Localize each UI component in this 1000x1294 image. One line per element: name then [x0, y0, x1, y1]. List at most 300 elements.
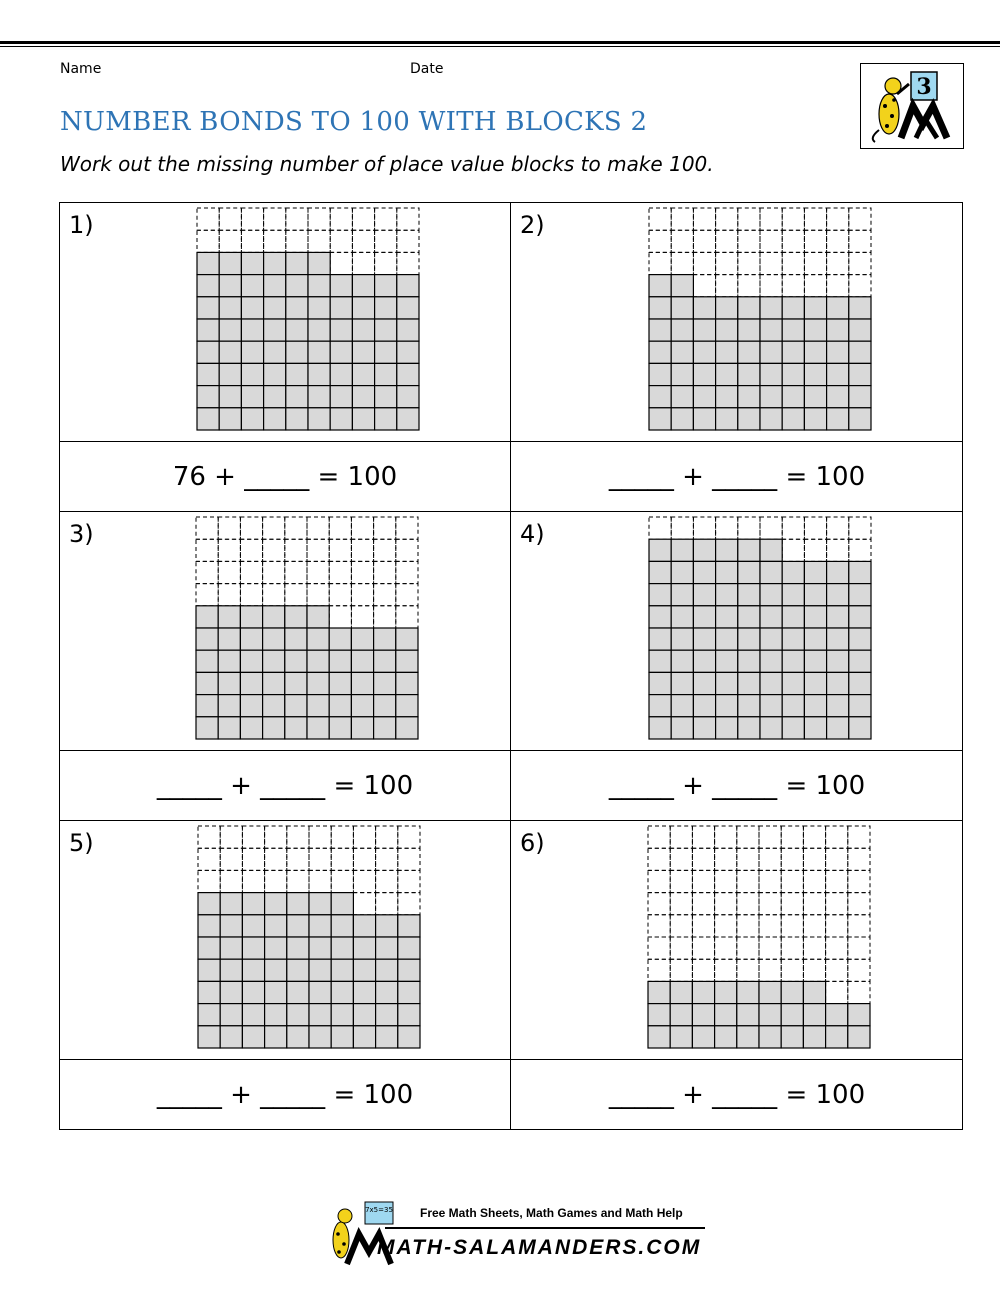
- filled-block: [375, 408, 397, 430]
- empty-block: [804, 252, 826, 274]
- filled-block: [398, 937, 420, 959]
- filled-block: [263, 606, 285, 628]
- filled-block: [331, 937, 353, 959]
- empty-block: [827, 208, 849, 230]
- filled-block: [353, 937, 375, 959]
- empty-block: [804, 517, 826, 539]
- empty-block: [353, 848, 375, 870]
- filled-block: [804, 695, 826, 717]
- filled-block: [716, 650, 738, 672]
- empty-block: [218, 517, 240, 539]
- empty-block: [649, 517, 671, 539]
- empty-block: [220, 826, 242, 848]
- filled-block: [352, 408, 374, 430]
- filled-block: [263, 695, 285, 717]
- filled-block: [760, 606, 782, 628]
- filled-block: [827, 319, 849, 341]
- filled-block: [263, 650, 285, 672]
- empty-block: [329, 517, 351, 539]
- empty-block: [375, 230, 397, 252]
- empty-block: [351, 539, 373, 561]
- filled-block: [263, 628, 285, 650]
- empty-block: [760, 252, 782, 274]
- filled-block: [827, 341, 849, 363]
- filled-block: [309, 893, 331, 915]
- empty-block: [330, 252, 352, 274]
- filled-block: [760, 341, 782, 363]
- empty-block: [848, 893, 870, 915]
- filled-block: [760, 628, 782, 650]
- filled-block: [263, 672, 285, 694]
- filled-block: [782, 386, 804, 408]
- empty-block: [782, 252, 804, 274]
- problem-5-label: 5): [69, 829, 94, 857]
- empty-block: [760, 208, 782, 230]
- problem-4-blocks: [648, 516, 872, 746]
- empty-block: [803, 826, 825, 848]
- filled-block: [219, 363, 241, 385]
- empty-block: [692, 915, 714, 937]
- filled-block: [264, 341, 286, 363]
- filled-block: [219, 341, 241, 363]
- filled-block: [849, 584, 871, 606]
- filled-block: [804, 672, 826, 694]
- filled-block: [197, 275, 219, 297]
- filled-block: [309, 1004, 331, 1026]
- empty-block: [826, 870, 848, 892]
- problem-6-blocks: [647, 825, 871, 1055]
- empty-block: [648, 959, 670, 981]
- filled-block: [220, 959, 242, 981]
- empty-block: [351, 561, 373, 583]
- page-title: NUMBER BONDS TO 100 WITH BLOCKS 2: [60, 107, 648, 137]
- filled-block: [286, 275, 308, 297]
- empty-block: [352, 230, 374, 252]
- filled-block: [286, 363, 308, 385]
- filled-block: [196, 717, 218, 739]
- filled-block: [671, 275, 693, 297]
- filled-block: [241, 275, 263, 297]
- filled-block: [242, 1004, 264, 1026]
- problem-4-equation: _____ + _____ = 100: [608, 771, 866, 801]
- filled-block: [330, 275, 352, 297]
- filled-block: [760, 408, 782, 430]
- filled-block: [352, 297, 374, 319]
- empty-block: [396, 584, 418, 606]
- filled-block: [782, 650, 804, 672]
- filled-block: [220, 915, 242, 937]
- filled-block: [264, 386, 286, 408]
- filled-block: [693, 695, 715, 717]
- empty-block: [738, 275, 760, 297]
- empty-block: [329, 561, 351, 583]
- empty-block: [353, 893, 375, 915]
- filled-block: [738, 341, 760, 363]
- filled-block: [849, 561, 871, 583]
- filled-block: [218, 606, 240, 628]
- problem-4-blocks-cell: [511, 512, 963, 751]
- filled-block: [827, 584, 849, 606]
- filled-block: [782, 628, 804, 650]
- filled-block: [716, 539, 738, 561]
- filled-block: [397, 408, 419, 430]
- empty-block: [649, 208, 671, 230]
- filled-block: [782, 717, 804, 739]
- filled-block: [329, 672, 351, 694]
- problem-3-label: 3): [69, 520, 94, 548]
- filled-block: [240, 717, 262, 739]
- empty-block: [285, 539, 307, 561]
- filled-block: [264, 252, 286, 274]
- empty-block: [307, 561, 329, 583]
- filled-block: [692, 981, 714, 1003]
- empty-block: [781, 870, 803, 892]
- filled-block: [196, 606, 218, 628]
- filled-block: [693, 561, 715, 583]
- filled-block: [803, 1026, 825, 1048]
- filled-block: [353, 915, 375, 937]
- empty-block: [196, 539, 218, 561]
- filled-block: [264, 275, 286, 297]
- filled-block: [351, 695, 373, 717]
- filled-block: [242, 915, 264, 937]
- problem-5-blocks-cell: [60, 821, 511, 1060]
- empty-block: [737, 870, 759, 892]
- filled-block: [331, 981, 353, 1003]
- empty-block: [738, 517, 760, 539]
- empty-block: [308, 230, 330, 252]
- empty-block: [803, 870, 825, 892]
- filled-block: [308, 319, 330, 341]
- empty-block: [693, 275, 715, 297]
- filled-block: [671, 650, 693, 672]
- filled-block: [352, 275, 374, 297]
- filled-block: [241, 319, 263, 341]
- empty-block: [240, 561, 262, 583]
- filled-block: [329, 650, 351, 672]
- empty-block: [670, 959, 692, 981]
- filled-block: [804, 319, 826, 341]
- filled-block: [241, 386, 263, 408]
- filled-block: [374, 717, 396, 739]
- filled-block: [285, 606, 307, 628]
- filled-block: [849, 297, 871, 319]
- filled-block: [804, 628, 826, 650]
- filled-block: [716, 584, 738, 606]
- filled-block: [827, 386, 849, 408]
- filled-block: [671, 408, 693, 430]
- filled-block: [241, 297, 263, 319]
- problem-6-blocks-cell: [511, 821, 963, 1060]
- empty-block: [263, 561, 285, 583]
- filled-block: [265, 915, 287, 937]
- filled-block: [330, 408, 352, 430]
- worksheet-grid: [59, 202, 963, 1130]
- problem-4-answer-cell[interactable]: [511, 751, 963, 821]
- empty-block: [715, 915, 737, 937]
- filled-block: [375, 341, 397, 363]
- empty-block: [670, 915, 692, 937]
- filled-block: [649, 695, 671, 717]
- filled-block: [716, 717, 738, 739]
- empty-block: [826, 848, 848, 870]
- empty-block: [804, 539, 826, 561]
- empty-block: [803, 915, 825, 937]
- empty-block: [670, 893, 692, 915]
- empty-block: [738, 252, 760, 274]
- empty-block: [329, 606, 351, 628]
- filled-block: [197, 363, 219, 385]
- filled-block: [692, 1004, 714, 1026]
- filled-block: [827, 606, 849, 628]
- filled-block: [849, 650, 871, 672]
- problem-1-answer-cell[interactable]: [60, 442, 511, 512]
- empty-block: [759, 826, 781, 848]
- empty-block: [671, 208, 693, 230]
- filled-block: [351, 717, 373, 739]
- filled-block: [309, 981, 331, 1003]
- empty-block: [376, 826, 398, 848]
- filled-block: [307, 650, 329, 672]
- filled-block: [352, 363, 374, 385]
- filled-block: [760, 386, 782, 408]
- filled-block: [738, 319, 760, 341]
- empty-block: [218, 561, 240, 583]
- filled-block: [715, 1026, 737, 1048]
- footer-logo: [325, 1200, 715, 1270]
- filled-block: [827, 628, 849, 650]
- empty-block: [331, 848, 353, 870]
- filled-block: [760, 717, 782, 739]
- filled-block: [827, 297, 849, 319]
- filled-block: [715, 1004, 737, 1026]
- empty-block: [737, 893, 759, 915]
- filled-block: [287, 981, 309, 1003]
- problem-5-answer-cell[interactable]: [60, 1060, 511, 1129]
- filled-block: [197, 341, 219, 363]
- filled-block: [375, 297, 397, 319]
- empty-block: [309, 826, 331, 848]
- filled-block: [264, 408, 286, 430]
- filled-block: [827, 561, 849, 583]
- filled-block: [264, 297, 286, 319]
- filled-block: [375, 386, 397, 408]
- empty-block: [692, 848, 714, 870]
- filled-block: [738, 363, 760, 385]
- filled-block: [375, 363, 397, 385]
- filled-block: [804, 584, 826, 606]
- empty-block: [218, 539, 240, 561]
- empty-block: [241, 230, 263, 252]
- filled-block: [286, 252, 308, 274]
- filled-block: [716, 672, 738, 694]
- filled-block: [782, 606, 804, 628]
- filled-block: [849, 695, 871, 717]
- empty-block: [242, 826, 264, 848]
- filled-block: [693, 672, 715, 694]
- filled-block: [670, 981, 692, 1003]
- filled-block: [397, 363, 419, 385]
- filled-block: [671, 539, 693, 561]
- empty-block: [849, 275, 871, 297]
- filled-block: [648, 1004, 670, 1026]
- empty-block: [715, 893, 737, 915]
- filled-block: [738, 561, 760, 583]
- empty-block: [738, 208, 760, 230]
- empty-block: [782, 275, 804, 297]
- filled-block: [198, 981, 220, 1003]
- filled-block: [218, 650, 240, 672]
- empty-block: [738, 230, 760, 252]
- filled-block: [782, 584, 804, 606]
- filled-block: [693, 606, 715, 628]
- empty-block: [782, 539, 804, 561]
- top-rule: [0, 41, 1000, 44]
- filled-block: [219, 275, 241, 297]
- problem-6-answer-cell[interactable]: [511, 1060, 963, 1129]
- empty-block: [849, 252, 871, 274]
- empty-block: [827, 275, 849, 297]
- filled-block: [649, 672, 671, 694]
- filled-block: [353, 959, 375, 981]
- filled-block: [265, 1004, 287, 1026]
- problem-3-answer-cell[interactable]: [60, 751, 511, 821]
- filled-block: [671, 561, 693, 583]
- empty-block: [804, 230, 826, 252]
- empty-block: [715, 848, 737, 870]
- empty-block: [329, 584, 351, 606]
- filled-block: [375, 275, 397, 297]
- empty-block: [374, 584, 396, 606]
- empty-block: [263, 539, 285, 561]
- empty-block: [715, 937, 737, 959]
- problem-2-label: 2): [520, 211, 545, 239]
- empty-block: [219, 208, 241, 230]
- empty-block: [782, 517, 804, 539]
- empty-block: [849, 230, 871, 252]
- filled-block: [671, 584, 693, 606]
- filled-block: [218, 628, 240, 650]
- filled-block: [375, 319, 397, 341]
- filled-block: [649, 386, 671, 408]
- empty-block: [376, 848, 398, 870]
- filled-block: [782, 408, 804, 430]
- empty-block: [375, 252, 397, 274]
- filled-block: [781, 981, 803, 1003]
- filled-block: [398, 915, 420, 937]
- empty-block: [670, 937, 692, 959]
- filled-block: [220, 981, 242, 1003]
- empty-block: [374, 606, 396, 628]
- filled-block: [287, 937, 309, 959]
- filled-block: [376, 1004, 398, 1026]
- empty-block: [848, 870, 870, 892]
- filled-block: [648, 1026, 670, 1048]
- empty-block: [827, 539, 849, 561]
- filled-block: [670, 1026, 692, 1048]
- filled-block: [738, 584, 760, 606]
- filled-block: [286, 319, 308, 341]
- empty-block: [715, 959, 737, 981]
- filled-block: [287, 915, 309, 937]
- empty-block: [242, 870, 264, 892]
- empty-block: [198, 826, 220, 848]
- filled-block: [827, 363, 849, 385]
- filled-block: [286, 408, 308, 430]
- empty-block: [263, 584, 285, 606]
- filled-block: [671, 606, 693, 628]
- filled-block: [692, 1026, 714, 1048]
- filled-block: [804, 561, 826, 583]
- empty-block: [398, 848, 420, 870]
- filled-block: [330, 341, 352, 363]
- filled-block: [738, 606, 760, 628]
- empty-block: [242, 848, 264, 870]
- empty-block: [648, 893, 670, 915]
- filled-block: [804, 717, 826, 739]
- footer-site-name[interactable]: MATH-SALAMANDERS.COM: [377, 1236, 702, 1259]
- problem-2-answer-cell[interactable]: [511, 442, 963, 512]
- filled-block: [760, 363, 782, 385]
- empty-block: [353, 870, 375, 892]
- name-label: Name: [60, 61, 102, 77]
- empty-block: [351, 606, 373, 628]
- empty-block: [218, 584, 240, 606]
- filled-block: [242, 893, 264, 915]
- filled-block: [376, 937, 398, 959]
- filled-block: [671, 341, 693, 363]
- empty-block: [692, 937, 714, 959]
- problem-6-label: 6): [520, 829, 545, 857]
- filled-block: [198, 915, 220, 937]
- filled-block: [716, 628, 738, 650]
- empty-block: [220, 848, 242, 870]
- filled-block: [218, 695, 240, 717]
- filled-block: [197, 408, 219, 430]
- grade-number: 3: [916, 74, 932, 100]
- filled-block: [803, 1004, 825, 1026]
- filled-block: [849, 672, 871, 694]
- empty-block: [781, 848, 803, 870]
- empty-block: [398, 893, 420, 915]
- empty-block: [376, 870, 398, 892]
- empty-block: [716, 230, 738, 252]
- filled-block: [242, 959, 264, 981]
- filled-block: [649, 628, 671, 650]
- empty-block: [197, 230, 219, 252]
- empty-block: [287, 826, 309, 848]
- filled-block: [397, 341, 419, 363]
- problem-2-equation: _____ + _____ = 100: [608, 462, 866, 492]
- filled-block: [197, 252, 219, 274]
- filled-block: [716, 341, 738, 363]
- filled-block: [265, 937, 287, 959]
- empty-block: [331, 870, 353, 892]
- filled-block: [330, 319, 352, 341]
- empty-block: [827, 252, 849, 274]
- filled-block: [781, 1004, 803, 1026]
- empty-block: [716, 517, 738, 539]
- empty-block: [826, 981, 848, 1003]
- filled-block: [242, 1026, 264, 1048]
- empty-block: [803, 937, 825, 959]
- empty-block: [649, 230, 671, 252]
- filled-block: [308, 252, 330, 274]
- problem-2-blocks-cell: [511, 203, 963, 442]
- empty-block: [398, 826, 420, 848]
- filled-block: [285, 695, 307, 717]
- filled-block: [693, 341, 715, 363]
